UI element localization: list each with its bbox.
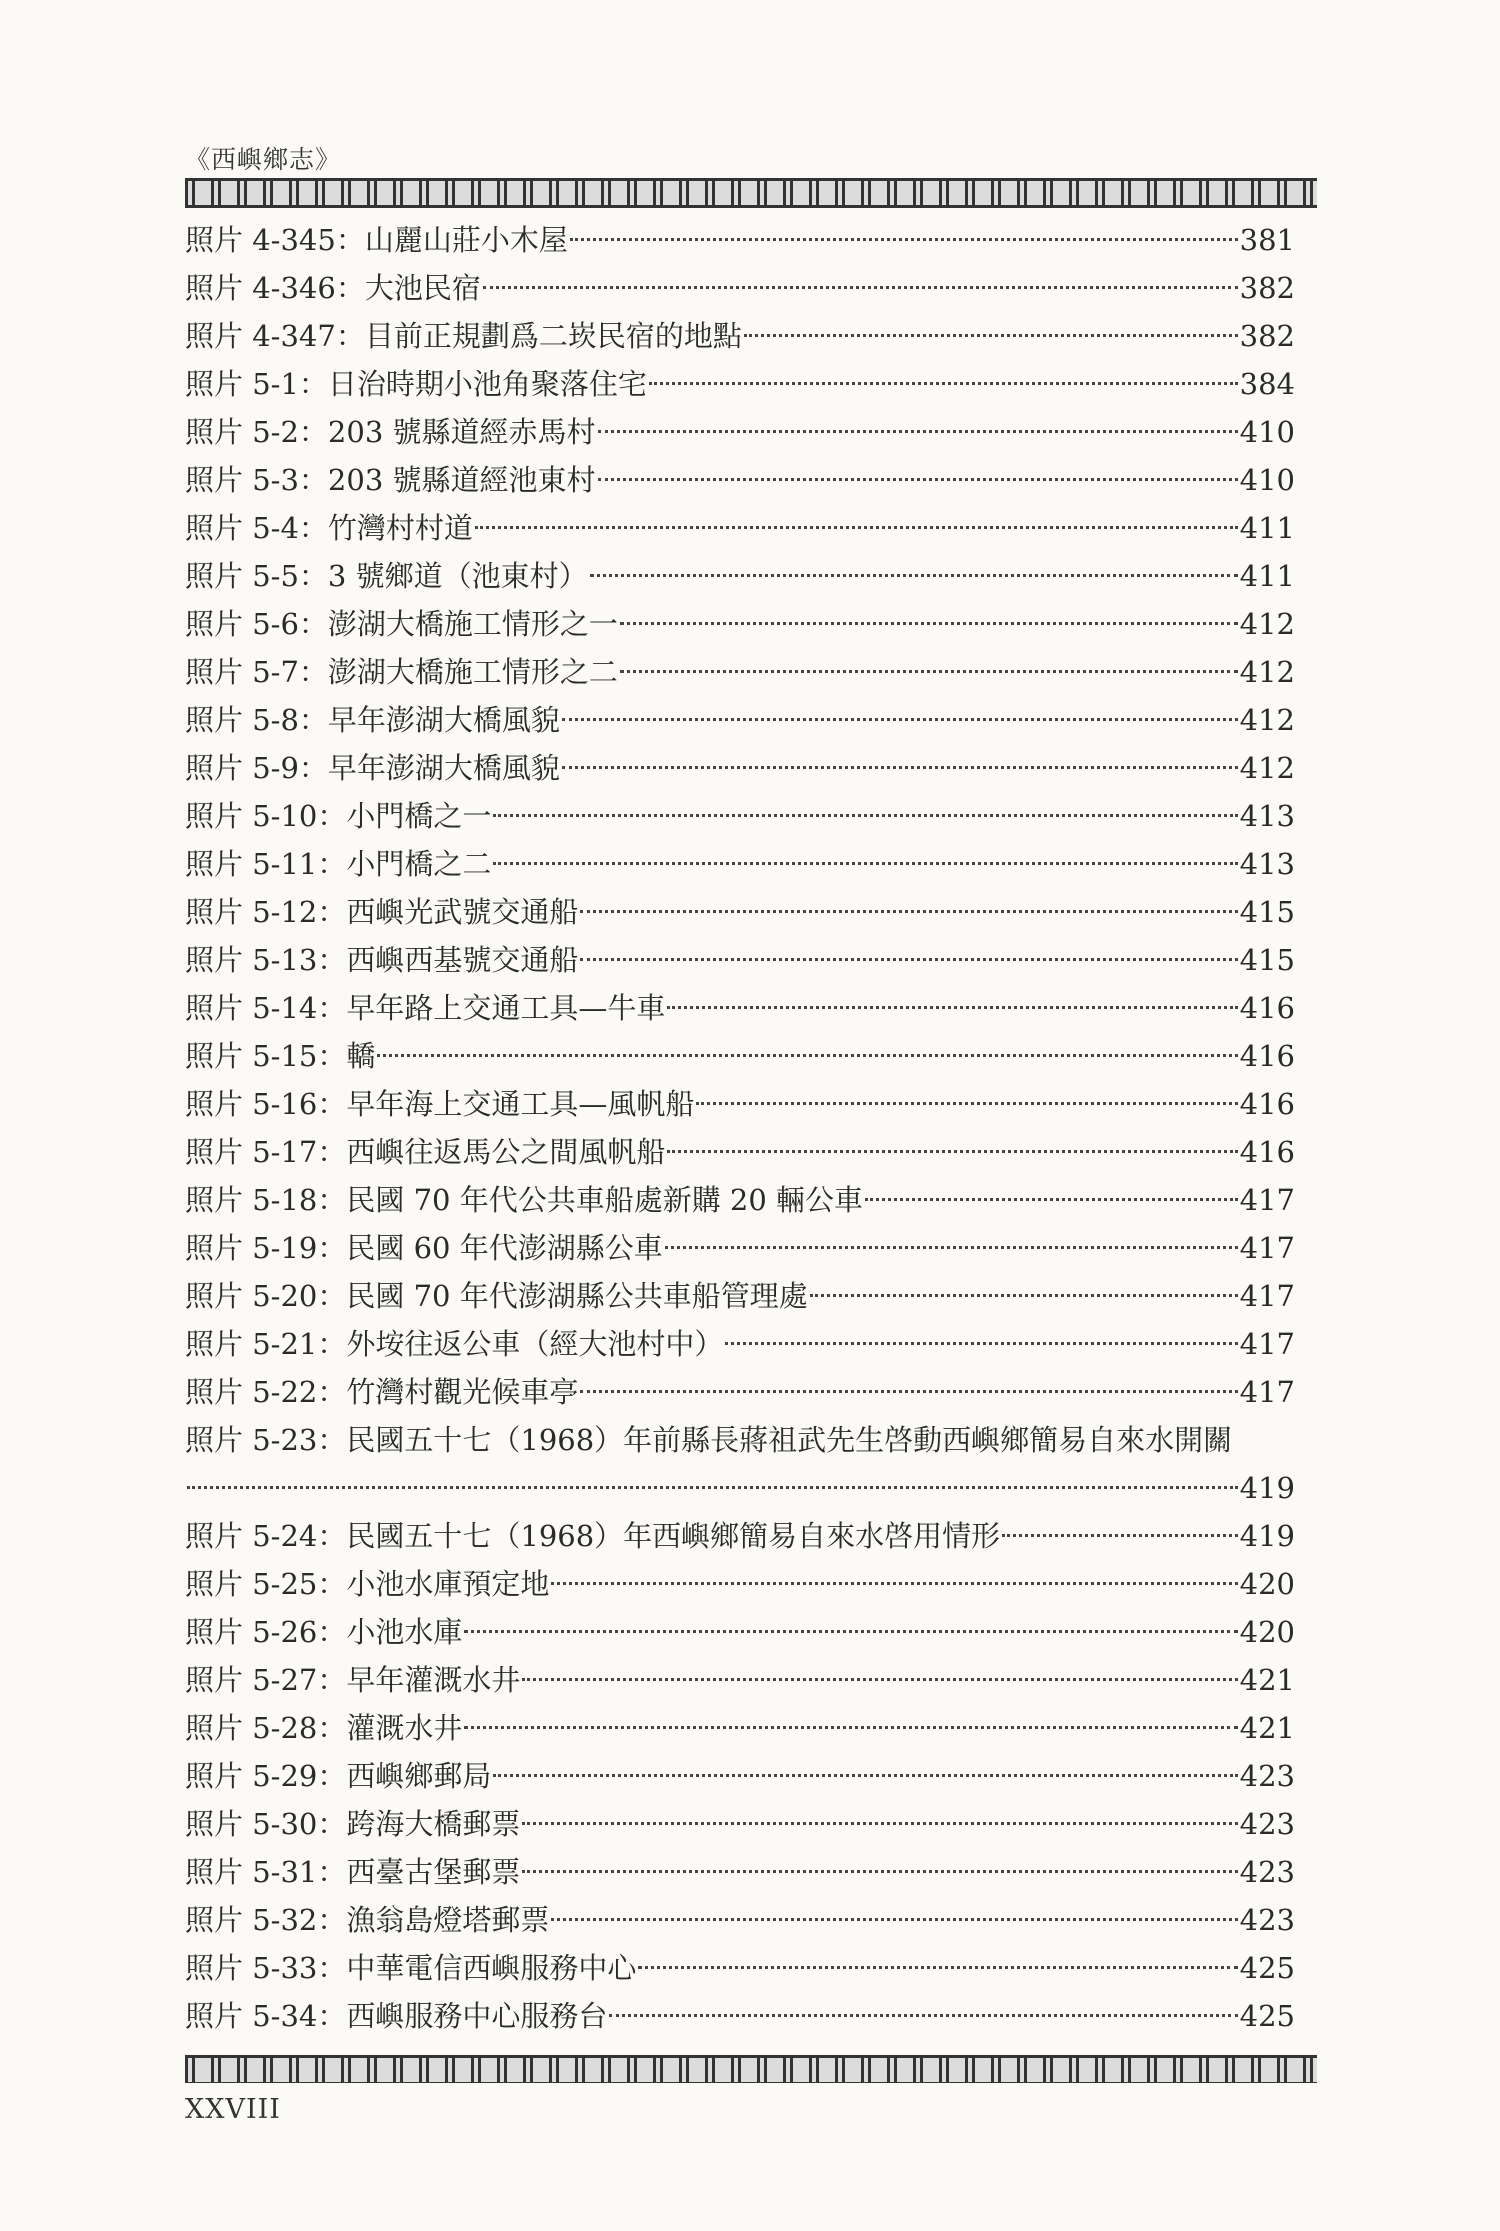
index-entry <box>185 888 1295 936</box>
index-entry <box>185 552 1295 600</box>
entry-label: 照片 5-17： <box>185 1135 347 1169</box>
entry-page: 420 <box>1239 1615 1295 1649</box>
entry-page: 415 <box>1239 895 1295 929</box>
entry-label: 照片 5-33： <box>185 1951 347 1985</box>
index-entry <box>185 456 1295 504</box>
dot-leader <box>493 1774 1237 1777</box>
entry-page: 411 <box>1239 511 1295 545</box>
dot-leader <box>1002 1534 1237 1537</box>
index-entry <box>185 1752 1295 1800</box>
entry-label: 照片 5-28： <box>185 1711 347 1745</box>
dot-leader <box>725 1342 1237 1345</box>
entry-title: 山麗山莊小木屋 <box>364 223 568 257</box>
dot-leader <box>609 2014 1237 2017</box>
entry-page: 412 <box>1239 607 1295 641</box>
entry-page: 410 <box>1239 415 1295 449</box>
entry-label: 照片 5-10： <box>185 799 347 833</box>
entry-title: 西嶼服務中心服務台 <box>346 1999 608 2033</box>
index-entry <box>185 1128 1295 1176</box>
index-entry <box>185 840 1295 888</box>
photo-index-list <box>185 216 1295 2040</box>
entry-title: 民國 60 年代澎湖縣公車 <box>346 1231 663 1265</box>
entry-page: 421 <box>1239 1711 1295 1745</box>
entry-label: 照片 5-34： <box>185 1999 347 2033</box>
entry-label: 照片 4-347： <box>185 319 365 353</box>
dot-leader <box>570 238 1238 241</box>
index-entry <box>185 1896 1295 1944</box>
dot-leader <box>598 478 1238 481</box>
entry-title: 203 號縣道經池東村 <box>327 463 596 497</box>
entry-label: 照片 5-7： <box>185 655 328 689</box>
entry-title: 西嶼西基號交通船 <box>346 943 579 977</box>
entry-label: 照片 5-25： <box>185 1567 347 1601</box>
dot-leader <box>667 1006 1237 1009</box>
index-entry <box>185 1416 1295 1464</box>
dot-leader <box>590 574 1238 577</box>
entry-label: 照片 5-3： <box>185 463 328 497</box>
entry-title: 小池水庫預定地 <box>346 1567 550 1601</box>
entry-title: 西嶼往返馬公之間風帆船 <box>346 1135 666 1169</box>
dot-leader <box>475 526 1238 529</box>
index-entry-continuation <box>185 1464 1295 1512</box>
entry-page: 425 <box>1239 1951 1295 1985</box>
entry-title: 早年灌溉水井 <box>346 1663 521 1697</box>
entry-page: 382 <box>1239 319 1295 353</box>
dot-leader <box>665 1246 1238 1249</box>
index-entry <box>185 648 1295 696</box>
dot-leader <box>522 1822 1237 1825</box>
dot-leader <box>562 766 1238 769</box>
entry-page: 416 <box>1239 991 1295 1025</box>
index-entry <box>185 984 1295 1032</box>
dot-leader <box>187 1486 1238 1489</box>
index-entry <box>185 360 1295 408</box>
entry-page: 423 <box>1239 1807 1295 1841</box>
entry-label: 照片 5-1： <box>185 367 328 401</box>
dot-leader <box>551 1918 1237 1921</box>
index-entry <box>185 1032 1295 1080</box>
entry-title: 目前正規劃爲二崁民宿的地點 <box>364 319 742 353</box>
entry-label: 照片 5-26： <box>185 1615 347 1649</box>
index-entry <box>185 1608 1295 1656</box>
entry-page: 412 <box>1239 703 1295 737</box>
dot-leader <box>551 1582 1237 1585</box>
entry-title: 西嶼鄉郵局 <box>346 1759 492 1793</box>
entry-label: 照片 5-6： <box>185 607 328 641</box>
entry-page: 413 <box>1239 847 1295 881</box>
index-entry <box>185 1944 1295 1992</box>
index-entry <box>185 600 1295 648</box>
entry-title: 大池民宿 <box>364 271 481 305</box>
entry-page: 423 <box>1239 1903 1295 1937</box>
decorative-border-bottom <box>185 2055 1317 2083</box>
entry-title: 民國五十七（1968）年前縣長蔣祖武先生啓動西嶼鄉簡易自來水開關 <box>346 1423 1233 1457</box>
entry-page: 425 <box>1239 1999 1295 2033</box>
entry-title: 竹灣村村道 <box>327 511 473 545</box>
dot-leader <box>696 1102 1237 1105</box>
entry-page: 413 <box>1239 799 1295 833</box>
entry-title: 民國五十七（1968）年西嶼鄉簡易自來水啓用情形 <box>346 1519 1001 1553</box>
dot-leader <box>620 670 1238 673</box>
dot-leader <box>667 1150 1237 1153</box>
index-entry <box>185 1992 1295 2040</box>
dot-leader <box>493 814 1237 817</box>
entry-label: 照片 5-9： <box>185 751 328 785</box>
index-entry <box>185 504 1295 552</box>
entry-label: 照片 4-345： <box>185 223 365 257</box>
entry-label: 照片 5-2： <box>185 415 328 449</box>
entry-title: 民國 70 年代公共車船處新購 20 輛公車 <box>346 1183 864 1217</box>
index-entry <box>185 264 1295 312</box>
entry-label: 照片 5-13： <box>185 943 347 977</box>
dot-leader <box>493 862 1237 865</box>
entry-label: 照片 5-18： <box>185 1183 347 1217</box>
dot-leader <box>744 334 1238 337</box>
dot-leader <box>810 1294 1238 1297</box>
entry-title: 早年澎湖大橋風貌 <box>327 751 560 785</box>
entry-page: 421 <box>1239 1663 1295 1697</box>
index-entry <box>185 1560 1295 1608</box>
entry-page: 417 <box>1239 1231 1295 1265</box>
book-title: 《西嶼鄉志》 <box>185 145 342 174</box>
dot-leader <box>598 430 1238 433</box>
index-entry <box>185 1080 1295 1128</box>
entry-label: 照片 5-31： <box>185 1855 347 1889</box>
entry-title: 民國 70 年代澎湖縣公共車船管理處 <box>346 1279 808 1313</box>
entry-label: 照片 5-8： <box>185 703 328 737</box>
dot-leader <box>483 286 1238 289</box>
entry-title: 澎湖大橋施工情形之一 <box>327 607 618 641</box>
entry-title: 澎湖大橋施工情形之二 <box>327 655 618 689</box>
entry-label: 照片 5-4： <box>185 511 328 545</box>
entry-page: 423 <box>1239 1759 1295 1793</box>
entry-title: 早年海上交通工具—風帆船 <box>346 1087 695 1121</box>
index-entry <box>185 312 1295 360</box>
index-entry <box>185 1320 1295 1368</box>
entry-title: 早年路上交通工具—牛車 <box>346 991 666 1025</box>
entry-title: 203 號縣道經赤馬村 <box>327 415 596 449</box>
dot-leader <box>562 718 1238 721</box>
entry-title: 漁翁島燈塔郵票 <box>346 1903 550 1937</box>
index-entry <box>185 1368 1295 1416</box>
entry-title: 外垵往返公車（經大池村中） <box>346 1327 724 1361</box>
page-number: XXVIII <box>185 2094 281 2125</box>
index-entry <box>185 1800 1295 1848</box>
entry-label: 照片 5-14： <box>185 991 347 1025</box>
entry-page: 420 <box>1239 1567 1295 1601</box>
entry-page: 381 <box>1239 223 1295 257</box>
entry-page: 412 <box>1239 751 1295 785</box>
entry-label: 照片 5-23： <box>185 1423 347 1457</box>
dot-leader <box>580 910 1237 913</box>
entry-label: 照片 5-12： <box>185 895 347 929</box>
entry-label: 照片 5-11： <box>185 847 347 881</box>
entry-title: 小池水庫 <box>346 1615 463 1649</box>
entry-title: 灌溉水井 <box>346 1711 463 1745</box>
dot-leader <box>522 1678 1237 1681</box>
entry-label: 照片 5-27： <box>185 1663 347 1697</box>
entry-page: 417 <box>1239 1375 1295 1409</box>
index-entry <box>185 1512 1295 1560</box>
index-entry <box>185 936 1295 984</box>
entry-label: 照片 5-5： <box>185 559 328 593</box>
entry-title: 日治時期小池角聚落住宅 <box>327 367 647 401</box>
index-entry <box>185 792 1295 840</box>
entry-page: 416 <box>1239 1087 1295 1121</box>
entry-label: 照片 5-29： <box>185 1759 347 1793</box>
entry-page: 410 <box>1239 463 1295 497</box>
entry-page: 417 <box>1239 1279 1295 1313</box>
index-entry <box>185 1656 1295 1704</box>
entry-label: 照片 5-24： <box>185 1519 347 1553</box>
index-entry <box>185 1704 1295 1752</box>
entry-page: 384 <box>1239 367 1295 401</box>
index-entry <box>185 1848 1295 1896</box>
dot-leader <box>464 1630 1237 1633</box>
entry-label: 照片 5-21： <box>185 1327 347 1361</box>
dot-leader <box>865 1198 1238 1201</box>
index-entry <box>185 1272 1295 1320</box>
dot-leader <box>649 382 1238 385</box>
entry-label: 照片 5-32： <box>185 1903 347 1937</box>
entry-title: 西嶼光武號交通船 <box>346 895 579 929</box>
index-entry <box>185 1176 1295 1224</box>
entry-page: 382 <box>1239 271 1295 305</box>
entry-title: 轎 <box>346 1039 376 1073</box>
dot-leader <box>522 1870 1237 1873</box>
entry-page: 415 <box>1239 943 1295 977</box>
entry-title: 跨海大橋郵票 <box>346 1807 521 1841</box>
entry-label: 照片 5-19： <box>185 1231 347 1265</box>
entry-label: 照片 5-22： <box>185 1375 347 1409</box>
entry-page: 412 <box>1239 655 1295 689</box>
decorative-border-top <box>185 178 1317 208</box>
entry-title: 3 號鄉道（池東村） <box>327 559 588 593</box>
index-entry <box>185 216 1295 264</box>
entry-page: 419 <box>1239 1471 1295 1505</box>
entry-page: 416 <box>1239 1135 1295 1169</box>
index-entry <box>185 1224 1295 1272</box>
index-entry <box>185 408 1295 456</box>
entry-label: 照片 5-20： <box>185 1279 347 1313</box>
entry-page: 419 <box>1239 1519 1295 1553</box>
entry-label: 照片 5-15： <box>185 1039 347 1073</box>
dot-leader <box>620 622 1238 625</box>
entry-label: 照片 5-30： <box>185 1807 347 1841</box>
entry-label: 照片 4-346： <box>185 271 365 305</box>
entry-title: 小門橋之一 <box>346 799 492 833</box>
entry-page: 423 <box>1239 1855 1295 1889</box>
dot-leader <box>580 958 1237 961</box>
entry-title: 中華電信西嶼服務中心 <box>346 1951 637 1985</box>
index-entry <box>185 696 1295 744</box>
entry-title: 竹灣村觀光候車亭 <box>346 1375 579 1409</box>
dot-leader <box>580 1390 1237 1393</box>
entry-page: 416 <box>1239 1039 1295 1073</box>
entry-page: 417 <box>1239 1183 1295 1217</box>
index-entry <box>185 744 1295 792</box>
entry-title: 小門橋之二 <box>346 847 492 881</box>
dot-leader <box>638 1966 1237 1969</box>
entry-page: 411 <box>1239 559 1295 593</box>
dot-leader <box>377 1054 1237 1057</box>
entry-page: 417 <box>1239 1327 1295 1361</box>
entry-label: 照片 5-16： <box>185 1087 347 1121</box>
entry-title: 西臺古堡郵票 <box>346 1855 521 1889</box>
entry-title: 早年澎湖大橋風貌 <box>327 703 560 737</box>
dot-leader <box>464 1726 1237 1729</box>
